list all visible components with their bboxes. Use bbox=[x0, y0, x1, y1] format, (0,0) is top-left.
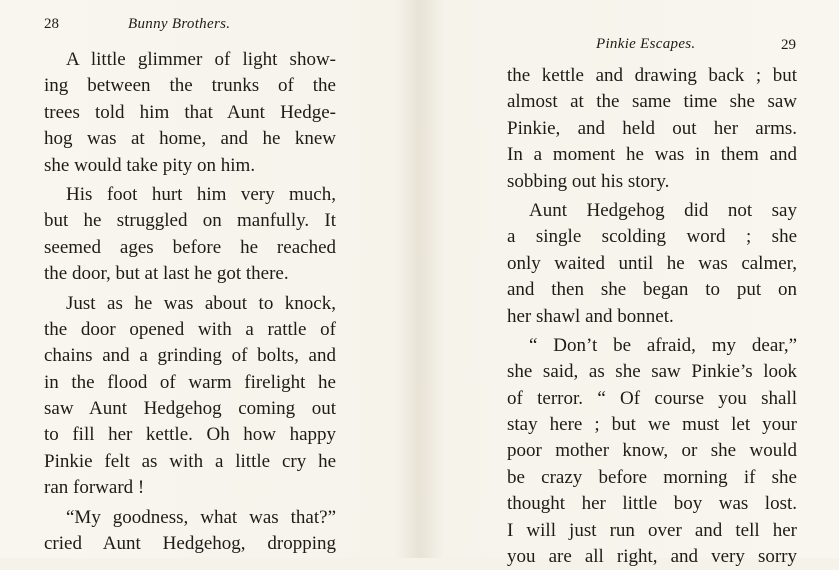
body-text bbox=[44, 47, 336, 557]
text-line: in the flood of warm firelight he bbox=[44, 371, 336, 393]
text-line: thought her little boy was lost. bbox=[507, 493, 797, 515]
text-line: almost at the same time she saw bbox=[507, 91, 797, 113]
text-line: I will just run over and tell her bbox=[507, 519, 797, 541]
text-line: the door opened with a rattle of bbox=[44, 318, 336, 340]
text-line: she said, as she saw Pinkie’s look bbox=[507, 361, 797, 383]
text-line: be crazy before morning if she bbox=[507, 466, 797, 488]
running-head: Bunny Brothers. bbox=[128, 16, 231, 32]
text-line: saw Aunt Hedgehog coming out bbox=[44, 398, 336, 420]
right-page bbox=[420, 0, 839, 568]
text-line: Aunt Hedgehog did not say bbox=[529, 199, 797, 221]
body-text bbox=[507, 63, 797, 570]
text-line: stay here ; but we must let your bbox=[507, 414, 797, 436]
text-line: Pinkie felt as with a little cry he bbox=[44, 450, 336, 472]
page-number: 28 bbox=[44, 16, 59, 32]
text-line: her shawl and bonnet. bbox=[507, 305, 674, 327]
text-line: a single scolding word ; she bbox=[507, 226, 797, 248]
text-line: In a moment he was in them and bbox=[507, 144, 797, 166]
text-line: ran forward ! bbox=[44, 477, 145, 499]
text-line: hog was at home, and he knew bbox=[44, 128, 336, 150]
text-line: and then she began to put on bbox=[507, 279, 797, 301]
text-line: ing between the trunks of the bbox=[44, 75, 336, 97]
left-page bbox=[0, 0, 418, 558]
text-line: seemed ages before he reached bbox=[44, 236, 336, 258]
text-line: you are all right, and very sorry bbox=[507, 546, 797, 568]
text-line: trees told him that Aunt Hedge- bbox=[44, 101, 336, 123]
text-line: of terror. “ Of course you shall bbox=[507, 387, 797, 409]
text-line: sobbing out his story. bbox=[507, 170, 670, 192]
page-number: 29 bbox=[781, 37, 796, 53]
text-line: Just as he was about to knock, bbox=[66, 292, 336, 314]
text-line: cried Aunt Hedgehog, dropping bbox=[44, 533, 336, 555]
text-line: but he struggled on manfully. It bbox=[44, 210, 336, 232]
text-line: to fill her kettle. Oh how happy bbox=[44, 424, 336, 446]
text-line: the kettle and drawing back ; but bbox=[507, 65, 797, 86]
text-line: Pinkie, and held out her arms. bbox=[507, 117, 797, 139]
text-line: she would take pity on him. bbox=[44, 154, 256, 176]
text-line: “ Don’t be afraid, my dear,” bbox=[529, 334, 797, 356]
running-head: Pinkie Escapes. bbox=[596, 36, 696, 52]
text-line: poor mother know, or she would bbox=[507, 440, 797, 462]
text-line: chains and a grinding of bolts, and bbox=[44, 345, 336, 367]
text-line: His foot hurt him very much, bbox=[66, 183, 336, 205]
text-line: only waited until he was calmer, bbox=[507, 252, 797, 274]
text-line: A little glimmer of light show- bbox=[66, 49, 336, 70]
text-line: the door, but at last he got there. bbox=[44, 263, 289, 285]
text-line: “My goodness, what was that?” bbox=[66, 506, 336, 528]
